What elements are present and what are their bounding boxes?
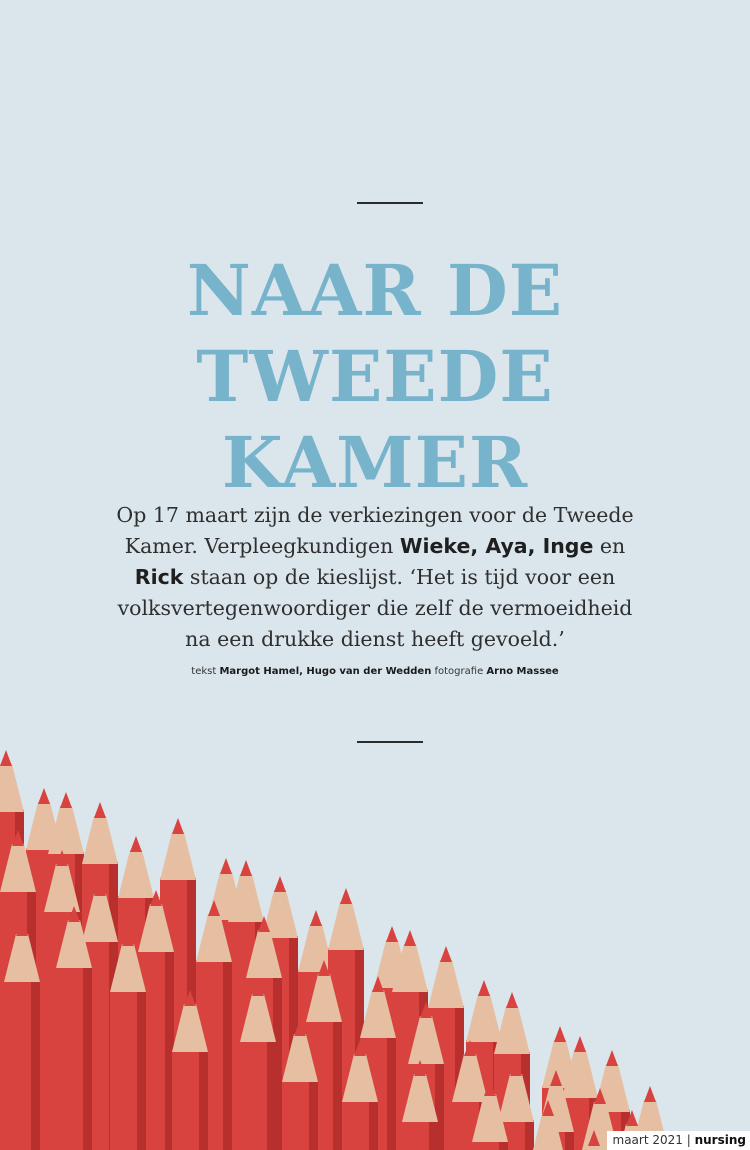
page-footer bbox=[607, 1131, 750, 1150]
byline-photo-label: fotografie bbox=[434, 666, 484, 677]
top-divider bbox=[357, 202, 423, 204]
byline bbox=[0, 666, 750, 677]
footer-magazine: nursing bbox=[694, 1133, 746, 1147]
intro-names: Wieke, Aya, Inge bbox=[399, 534, 594, 558]
byline-authors: Margot Hamel, Hugo van der Wedden bbox=[219, 666, 432, 677]
byline-photographer: Arno Massee bbox=[486, 666, 559, 677]
title-line-3: KAMER bbox=[221, 421, 529, 504]
intro-text-3: staan op de kieslijst. ‘Het is tijd voor een volksvertegenwoordiger die zelf de vermoeidheid na een drukke dienst heeft gevoeld.’ bbox=[117, 565, 633, 651]
title-line-1: NAAR DE bbox=[186, 249, 564, 332]
title-line-2: TWEEDE bbox=[196, 335, 554, 418]
intro-name-last: Rick bbox=[134, 565, 184, 589]
intro-text-1: Op 17 maart zijn de verkiezingen voor de Tweede Kamer. Verpleegkundigen bbox=[116, 503, 634, 558]
intro-paragraph bbox=[110, 500, 640, 655]
red-pencils-image bbox=[0, 740, 750, 1150]
intro-text-2: en bbox=[593, 534, 626, 558]
byline-text-label: tekst bbox=[191, 666, 217, 677]
footer-separator: | bbox=[686, 1133, 691, 1147]
footer-issue: maart 2021 bbox=[612, 1133, 683, 1147]
page-title bbox=[0, 248, 750, 506]
